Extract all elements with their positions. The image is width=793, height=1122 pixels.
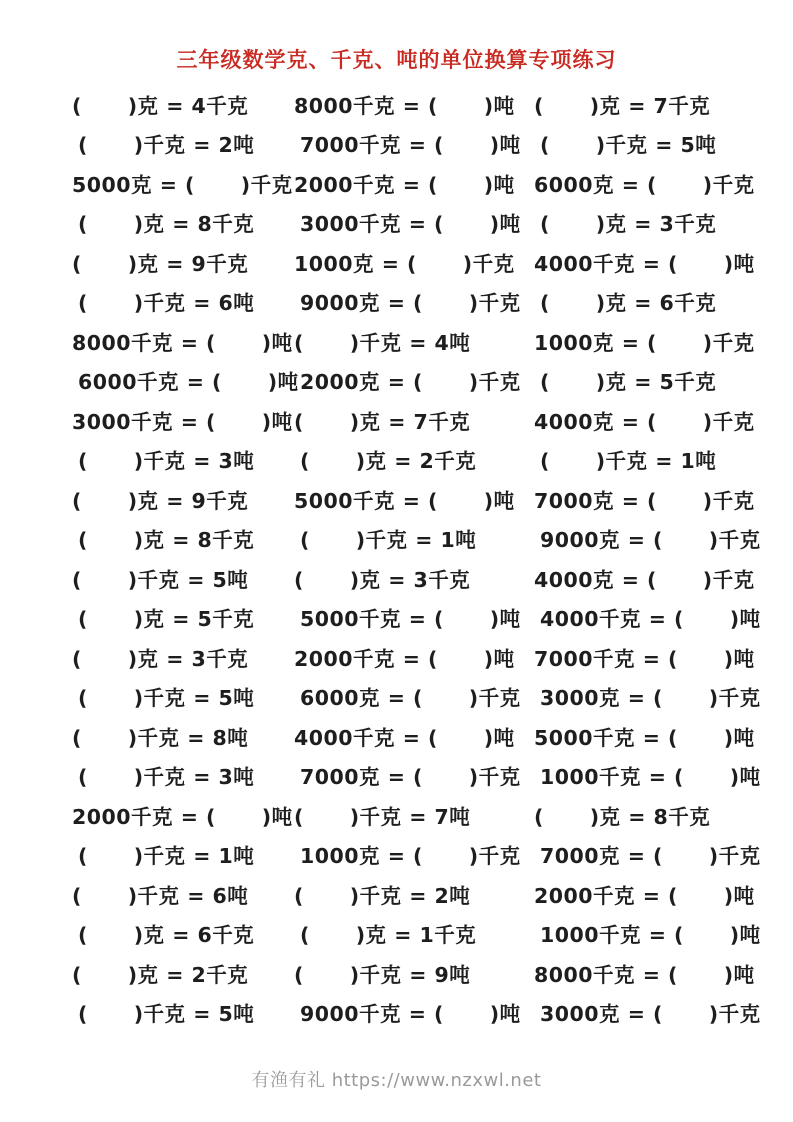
problem: ( )千克 = 3吨 <box>78 449 255 474</box>
problem: 2000千克 = ( )吨 <box>534 883 755 908</box>
problem-row <box>72 716 755 756</box>
problem: 1000千克 = ( )吨 <box>540 765 761 790</box>
problem-row <box>72 835 761 875</box>
problem: 5000克 = ( )千克 <box>72 172 293 197</box>
problem: 7000克 = ( )千克 <box>540 844 761 869</box>
problem: ( )千克 = 7吨 <box>294 804 471 829</box>
problem: ( )克 = 3千克 <box>72 646 249 671</box>
problem: ( )克 = 7千克 <box>534 93 711 118</box>
problem: ( )克 = 6千克 <box>78 923 255 948</box>
problem: 8000千克 = ( )吨 <box>294 93 515 118</box>
problem-row <box>72 400 755 440</box>
problem-row <box>72 914 761 954</box>
problem: 9000克 = ( )千克 <box>300 291 521 316</box>
problem: ( )克 = 2千克 <box>72 962 249 987</box>
problem: ( )千克 = 5吨 <box>78 686 255 711</box>
problem: ( )千克 = 5吨 <box>540 133 717 158</box>
problem: ( )千克 = 1吨 <box>300 528 477 553</box>
problem: 3000千克 = ( )吨 <box>72 409 293 434</box>
problems-grid <box>72 84 761 1032</box>
problem: ( )千克 = 9吨 <box>294 962 471 987</box>
problem: 5000千克 = ( )吨 <box>294 488 515 513</box>
page-title: 三年级数学克、千克、吨的单位换算专项练习 <box>176 48 617 72</box>
problem: 7000千克 = ( )吨 <box>300 133 521 158</box>
problem: ( )千克 = 1吨 <box>78 844 255 869</box>
problem: 3000克 = ( )千克 <box>540 686 761 711</box>
problem-row <box>72 558 755 598</box>
problem: 1000克 = ( )千克 <box>534 330 755 355</box>
problem: 8000千克 = ( )吨 <box>72 330 293 355</box>
problem: 6000克 = ( )千克 <box>534 172 755 197</box>
problem-row <box>72 874 755 914</box>
problem-row <box>72 677 761 717</box>
problem: 6000千克 = ( )吨 <box>78 370 299 395</box>
problem-row <box>72 519 761 559</box>
problem: ( )克 = 7千克 <box>294 409 471 434</box>
problem: ( )千克 = 3吨 <box>78 765 255 790</box>
problem: ( )克 = 2千克 <box>300 449 477 474</box>
problem-row <box>72 124 745 164</box>
problem-row <box>72 321 755 361</box>
problem-row <box>72 598 761 638</box>
problem: ( )千克 = 2吨 <box>294 883 471 908</box>
problem: ( )千克 = 6吨 <box>72 883 249 908</box>
problem: 1000克 = ( )千克 <box>294 251 515 276</box>
problem-row <box>72 756 761 796</box>
problem: 4000克 = ( )千克 <box>534 567 755 592</box>
problem: 9000千克 = ( )吨 <box>300 1002 521 1027</box>
problem: 4000千克 = ( )吨 <box>534 251 755 276</box>
problem: 1000克 = ( )千克 <box>300 844 521 869</box>
problem: 4000克 = ( )千克 <box>534 409 755 434</box>
problem: ( )克 = 6千克 <box>540 291 717 316</box>
problem: ( )克 = 9千克 <box>72 488 249 513</box>
problem: ( )克 = 5千克 <box>78 607 255 632</box>
problem: 6000克 = ( )千克 <box>300 686 521 711</box>
problem: ( )克 = 8千克 <box>78 212 255 237</box>
problem-row <box>72 479 755 519</box>
problem: ( )克 = 3千克 <box>294 567 471 592</box>
problem-row <box>72 993 761 1033</box>
problem: 5000千克 = ( )吨 <box>534 725 755 750</box>
problem: 5000千克 = ( )吨 <box>300 607 521 632</box>
problem-row <box>72 84 745 124</box>
problem: 4000千克 = ( )吨 <box>294 725 515 750</box>
problem-row <box>72 637 755 677</box>
problem-row <box>72 163 755 203</box>
problem: 1000千克 = ( )吨 <box>540 923 761 948</box>
problem: ( )千克 = 5吨 <box>78 1002 255 1027</box>
problem-row <box>72 795 745 835</box>
problem: 8000千克 = ( )吨 <box>534 962 755 987</box>
footer-watermark: 有渔有礼 https://www.nzxwl.net <box>251 1070 542 1091</box>
problem: ( )千克 = 2吨 <box>78 133 255 158</box>
problem: ( )克 = 8千克 <box>534 804 711 829</box>
problem: ( )克 = 9千克 <box>72 251 249 276</box>
problem: ( )千克 = 4吨 <box>294 330 471 355</box>
problem: ( )克 = 5千克 <box>540 370 717 395</box>
problem: 7000克 = ( )千克 <box>534 488 755 513</box>
problem-row <box>72 282 745 322</box>
problem: 3000千克 = ( )吨 <box>300 212 521 237</box>
problem: 7000千克 = ( )吨 <box>534 646 755 671</box>
problem: 2000千克 = ( )吨 <box>72 804 293 829</box>
problem: 7000克 = ( )千克 <box>300 765 521 790</box>
problem: 2000千克 = ( )吨 <box>294 646 515 671</box>
problem: ( )千克 = 8吨 <box>72 725 249 750</box>
problem: 3000克 = ( )千克 <box>540 1002 761 1027</box>
problem-row <box>72 242 755 282</box>
problem-row <box>72 440 745 480</box>
problem-row <box>72 361 745 401</box>
problem: ( )克 = 1千克 <box>300 923 477 948</box>
problem: 9000克 = ( )千克 <box>540 528 761 553</box>
problem: 2000克 = ( )千克 <box>300 370 521 395</box>
problem-row <box>72 203 745 243</box>
problem: 2000千克 = ( )吨 <box>294 172 515 197</box>
problem: ( )克 = 4千克 <box>72 93 249 118</box>
problem: ( )千克 = 1吨 <box>540 449 717 474</box>
problem: 4000千克 = ( )吨 <box>540 607 761 632</box>
problem-row <box>72 953 755 993</box>
problem: ( )千克 = 6吨 <box>78 291 255 316</box>
problem: ( )克 = 8千克 <box>78 528 255 553</box>
problem: ( )克 = 3千克 <box>540 212 717 237</box>
problem: ( )千克 = 5吨 <box>72 567 249 592</box>
